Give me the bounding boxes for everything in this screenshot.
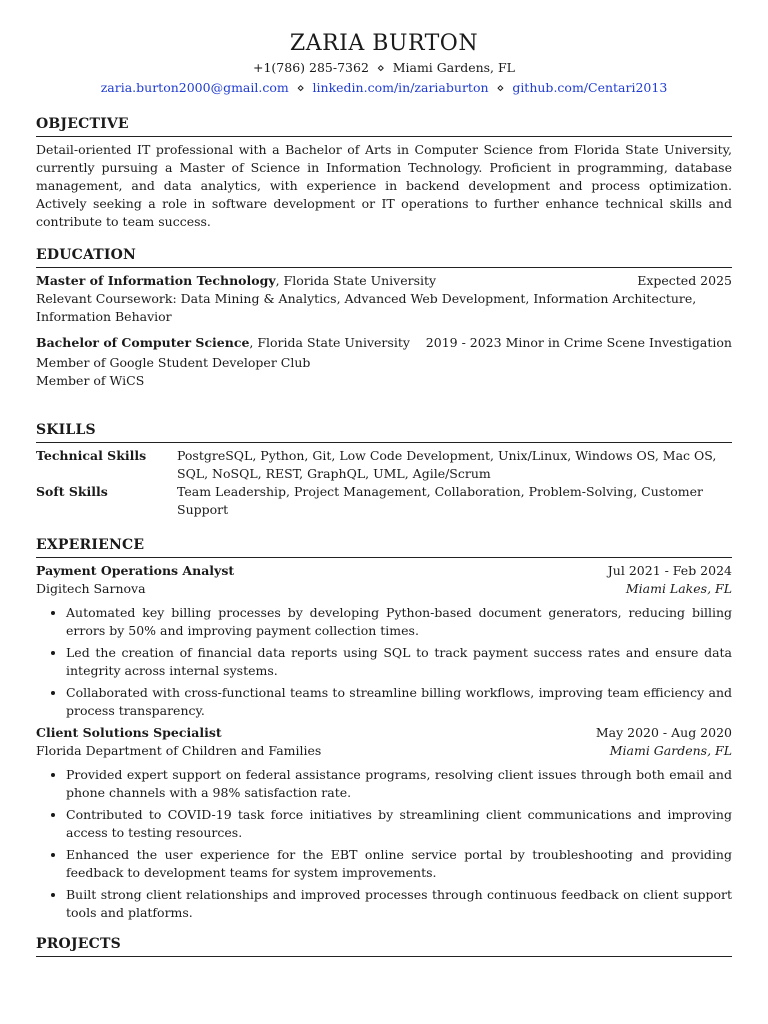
contact-line-links — [36, 78, 732, 98]
job-location: Miami Gardens, FL — [609, 743, 732, 758]
school-name: , Florida State University — [249, 335, 410, 350]
contact-line-primary — [36, 58, 732, 78]
skills-row — [36, 447, 732, 483]
job-bullets — [36, 766, 732, 922]
list-item: • Collaborated with cross-functional teams to streamline billing workflows, improving team efficiency and process transparency. — [66, 684, 732, 720]
list-item: • Built strong client relationships and improved processes through continuous feedback on client support tools and platforms. — [66, 886, 732, 922]
projects-section — [36, 936, 732, 957]
list-item: • Automated key billing processes by developing Python-based document generators, reducing billing errors by 50% and improving payment collection times. — [66, 604, 732, 640]
education-heading-row — [36, 272, 732, 290]
education-heading-row — [36, 334, 732, 352]
separator: ⋄ — [296, 80, 305, 95]
degree-name: Master of Information Technology — [36, 273, 276, 288]
job-entry — [36, 562, 732, 720]
education-date: 2019 - 2023 Minor in Crime Scene Investigation — [425, 335, 732, 350]
list-item: • Contributed to COVID-19 task force initiatives by streamlining client communications and improving access to testing resources. — [66, 806, 732, 842]
job-dates: Jul 2021 - Feb 2024 — [607, 563, 732, 578]
job-heading-row — [36, 724, 732, 742]
job-bullets — [36, 604, 732, 720]
email-link[interactable]: zaria.burton2000@gmail.com — [100, 80, 289, 95]
skills-list: Team Leadership, Project Management, Collaboration, Problem-Solving, Customer Support — [177, 484, 703, 517]
job-entry — [36, 724, 732, 922]
education-item — [36, 334, 732, 390]
education-detail: Relevant Coursework: Data Mining & Analytics, Advanced Web Development, Information Architecture, Information Behavior — [36, 291, 697, 324]
job-location: Miami Lakes, FL — [625, 581, 732, 596]
list-item: • Enhanced the user experience for the EBT online service portal by troubleshooting and providing feedback to development teams for system improvements. — [66, 846, 732, 882]
job-company: Digitech Sarnova — [36, 581, 146, 596]
skills-table — [36, 447, 732, 519]
section-title-projects: PROJECTS — [36, 936, 732, 957]
section-title-experience: EXPERIENCE — [36, 537, 732, 558]
separator: ⋄ — [496, 80, 505, 95]
degree-name: Bachelor of Computer Science — [36, 335, 250, 350]
section-title-education: EDUCATION — [36, 247, 732, 268]
phone-number: +1(786) 285-7362 — [253, 60, 369, 75]
job-heading-row — [36, 562, 732, 580]
job-role: Payment Operations Analyst — [36, 563, 235, 578]
separator: ⋄ — [376, 60, 385, 75]
education-detail: Member of WiCS — [36, 373, 145, 388]
location: Miami Gardens, FL — [392, 60, 515, 75]
job-company: Florida Department of Children and Families — [36, 743, 322, 758]
github-link[interactable]: github.com/Centari2013 — [512, 80, 668, 95]
job-subheading-row — [36, 742, 732, 760]
list-item: • Provided expert support on federal assistance programs, resolving client issues through both email and phone channels with a 98% satisfaction rate. — [66, 766, 732, 802]
job-dates: May 2020 - Aug 2020 — [595, 725, 732, 740]
objective-section — [36, 116, 732, 231]
resume-page — [36, 30, 732, 957]
candidate-name: ZARIA BURTON — [289, 31, 479, 56]
education-section — [36, 247, 732, 390]
resume-header — [36, 30, 732, 98]
section-title-objective: OBJECTIVE — [36, 116, 732, 137]
education-detail: Member of Google Student Developer Club — [36, 355, 311, 370]
skills-category: Soft Skills — [36, 484, 108, 499]
linkedin-link[interactable]: linkedin.com/in/zariaburton — [312, 80, 489, 95]
school-name: , Florida State University — [275, 273, 437, 288]
skills-row — [36, 483, 732, 519]
skills-list: PostgreSQL, Python, Git, Low Code Development, Unix/Linux, Windows OS, Mac OS, SQL, NoSQL, REST, GraphQL, UML, Agile/Scrum — [177, 448, 717, 481]
education-date: Expected 2025 — [637, 273, 732, 288]
skills-section — [36, 422, 732, 519]
section-title-skills: SKILLS — [36, 422, 732, 443]
objective-text: Detail-oriented IT professional with a Bachelor of Arts in Computer Science from Florida State University, currently pursuing a Master of Science in Information Technology. Proficient in programming, database management, and data analytics, with experience in backend development and process optimization. Actively seeking a role in software development or IT operations to further enhance technical skills and contribute to team success. — [36, 142, 732, 229]
list-item: • Led the creation of financial data reports using SQL to track payment success rates and ensure data integrity across internal systems. — [66, 644, 732, 680]
job-subheading-row — [36, 580, 732, 598]
education-item — [36, 272, 732, 326]
skills-category: Technical Skills — [36, 448, 147, 463]
job-role: Client Solutions Specialist — [36, 725, 222, 740]
experience-section — [36, 537, 732, 922]
